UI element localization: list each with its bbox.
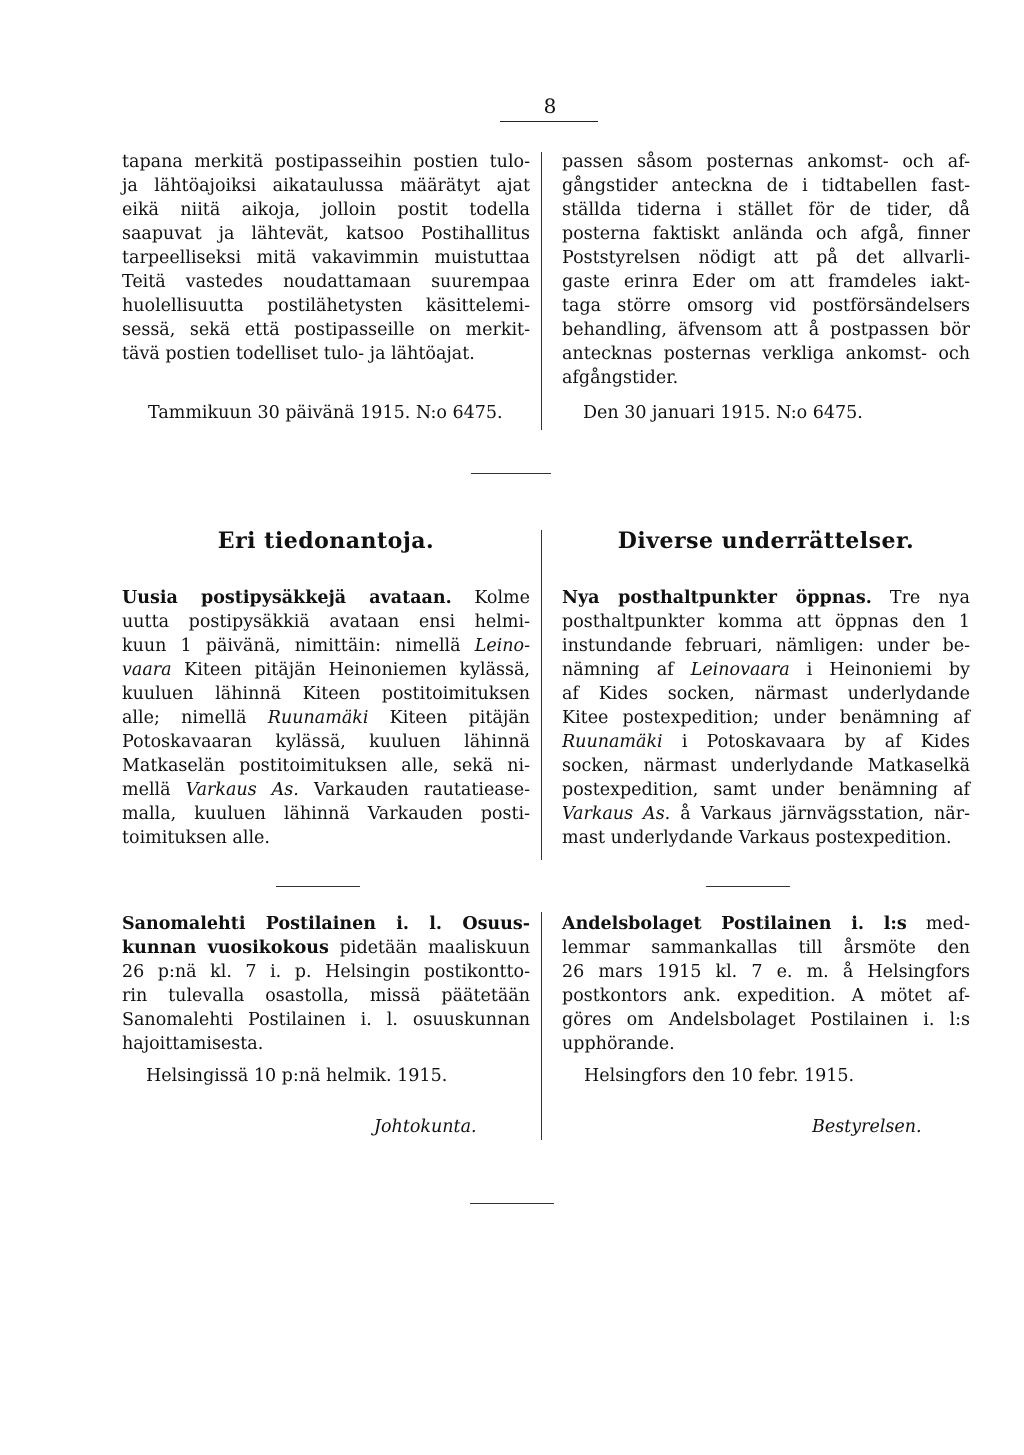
text-line: gångstider anteckna de i tidtabellen fast-: [562, 176, 970, 196]
text-line: Poststyrelsen nödigt att på det allvarli-: [562, 248, 970, 268]
page-end-rule: [470, 1203, 554, 1204]
text-line: passen såsom posternas ankomst- och af-: [562, 152, 970, 172]
text-run: Kolme: [451, 588, 531, 608]
text-line: tävä postien todelliset tulo- ja lähtöajat.: [122, 344, 475, 364]
text-run: socken, närmast underlydande Matkaselkä: [562, 756, 970, 776]
notice-title: Sanomalehti Postilainen i. l. Osuus-: [122, 914, 530, 934]
text-run: rin tulevalla osastolla, missä päätetään: [122, 986, 530, 1006]
text-line: [562, 586, 970, 610]
text-line: [562, 936, 970, 960]
text-line: [562, 1032, 970, 1056]
place-name: Varkaus As.: [562, 804, 671, 824]
text-line: Teitä vastedes noudattamaan suurempaa: [122, 272, 530, 292]
place-name: Leinovaara: [690, 660, 790, 680]
text-run: posthaltpunkter komma att öppnas den 1: [562, 612, 970, 632]
text-run: Kitee postexpedition; under benämning af: [562, 708, 970, 728]
swedish-notice-date: Den 30 januari 1915. N:o 6475.: [583, 403, 863, 423]
place-name: Ruunamäki: [562, 732, 663, 752]
text-run: mellä: [122, 780, 186, 800]
text-line: [122, 634, 530, 658]
text-run: å Varkaus järnvägsstation, när-: [670, 804, 970, 824]
text-run: kuun 1 päivänä, nimittäin: nimellä: [122, 636, 475, 656]
text-line: [562, 984, 970, 1008]
text-run: Tre nya: [871, 588, 970, 608]
text-line: tapana merkitä postipasseihin postien tulo-: [122, 152, 530, 172]
text-line: [122, 706, 530, 730]
text-line: gaste erinra Eder om att framdeles iakt-: [562, 272, 970, 292]
page-number: 8: [543, 94, 557, 118]
text-line: [562, 1008, 970, 1032]
text-line: sessä, sekä että postipasseille on merkit-: [122, 320, 530, 340]
text-run: Varkauden rautatiease-: [298, 780, 530, 800]
text-line: afgångstider.: [562, 368, 679, 388]
text-line: [122, 826, 530, 850]
text-run: lemmar sammankallas till årsmöte den: [562, 938, 970, 958]
text-line: [122, 610, 530, 634]
text-run: kuuluen lähinnä Kiteen postitoimituksen: [122, 684, 530, 704]
text-run: malla, kuuluen lähinnä Varkauden posti-: [122, 804, 530, 824]
column-divider-middle: [541, 530, 542, 860]
text-run: mast underlydande Varkaus postexpedition.: [562, 828, 952, 848]
text-line: tarpeelliseksi mitä vakavimmin muistuttaa: [122, 248, 530, 268]
swedish-new-postal-stops-notice: [562, 586, 970, 850]
text-run: af Kides socken, närmast underlydande: [562, 684, 970, 704]
finnish-new-postal-stops-notice: [122, 586, 530, 850]
text-run: göres om Andelsbolaget Postilainen i. l:s: [562, 1010, 970, 1030]
text-run: i Potoskavaara by af Kides: [662, 732, 970, 752]
notice-separator-rule-right: [706, 886, 790, 887]
notice-title: kunnan vuosikokous: [122, 938, 329, 958]
text-run: Potoskavaaran kylässä, kuuluen lähinnä: [122, 732, 530, 752]
text-run: Sanomalehti Postilainen i. l. osuuskunnan: [122, 1010, 530, 1030]
text-line: taga större omsorg vid postförsändelsers: [562, 296, 970, 316]
text-run: instundande februari, nämligen: under be-: [562, 636, 970, 656]
text-run: postexpedition, samt under benämning af: [562, 780, 970, 800]
text-line: [122, 802, 530, 826]
place-name: vaara: [122, 660, 172, 680]
text-line: [562, 682, 970, 706]
text-line: saapuvat ja lähtevät, katsoo Postihallitus: [122, 224, 530, 244]
place-name: Ruunamäki: [267, 708, 369, 728]
text-run: upphörande.: [562, 1034, 675, 1054]
text-line: [122, 682, 530, 706]
place-name: Leino-: [474, 636, 530, 656]
notice-title: Uusia postipysäkkejä avataan.: [122, 588, 452, 608]
notice-separator-rule-left: [276, 886, 360, 887]
text-line: [122, 586, 530, 610]
text-line: ja lähtöajoiksi aikataulussa määrätyt ajat: [122, 176, 530, 196]
text-line: [562, 634, 970, 658]
text-run: med-: [906, 914, 970, 934]
page-number-rule: [500, 121, 598, 122]
text-run: Kiteen pitäjän: [368, 708, 530, 728]
text-line: [122, 754, 530, 778]
finnish-meeting-place-date: Helsingissä 10 p:nä helmik. 1915.: [146, 1066, 448, 1086]
text-line: [122, 1008, 530, 1032]
text-line: [562, 658, 970, 682]
text-run: toimituksen alle.: [122, 828, 270, 848]
text-run: 26 p:nä kl. 7 i. p. Helsingin postikontto-: [122, 962, 530, 982]
notice-title: Andelsbolaget Postilainen i. l:s: [562, 914, 907, 934]
swedish-notice-continuation: [562, 150, 970, 390]
text-line: [122, 658, 530, 682]
text-run: uutta postipysäkkiä avataan ensi helmi-: [122, 612, 530, 632]
finnish-section-heading: Eri tiedonantoja.: [217, 528, 435, 554]
text-run: hajoittamisesta.: [122, 1034, 264, 1054]
text-run: alle; nimellä: [122, 708, 268, 728]
text-line: [562, 706, 970, 730]
finnish-signature: Johtokunta.: [374, 1117, 477, 1137]
text-line: [562, 960, 970, 984]
text-line: [122, 984, 530, 1008]
text-line: [562, 802, 970, 826]
finnish-notice-date: Tammikuun 30 päivänä 1915. N:o 6475.: [148, 403, 503, 423]
text-run: Matkaselän postitoimituksen alle, sekä ni-: [122, 756, 530, 776]
text-line: eikä niitä aikoja, jolloin postit todella: [122, 200, 530, 220]
text-run: nämning af: [562, 660, 691, 680]
text-line: [122, 1032, 530, 1056]
finnish-annual-meeting-notice: [122, 912, 530, 1056]
text-line: [122, 936, 530, 960]
text-line: ställda tiderna i stället för de tider, då: [562, 200, 970, 220]
text-line: [562, 730, 970, 754]
text-line: [562, 778, 970, 802]
text-line: [562, 912, 970, 936]
text-line: posterna faktiskt anlända och afgå, finner: [562, 224, 970, 244]
text-line: [562, 754, 970, 778]
text-run: pidetään maaliskuun: [328, 938, 530, 958]
text-line: behandling, äfvensom att å postpassen bör: [562, 320, 970, 340]
text-run: i Heinoniemi by: [789, 660, 970, 680]
swedish-meeting-place-date: Helsingfors den 10 febr. 1915.: [584, 1066, 855, 1086]
text-run: Kiteen pitäjän Heinoniemen kylässä,: [171, 660, 530, 680]
place-name: Varkaus As.: [185, 780, 299, 800]
swedish-section-heading: Diverse underrättelser.: [617, 528, 915, 554]
text-run: 26 mars 1915 kl. 7 e. m. å Helsingfors: [562, 962, 970, 982]
text-line: [122, 730, 530, 754]
text-line: antecknas posternas verkliga ankomst- och: [562, 344, 970, 364]
text-line: [122, 960, 530, 984]
notice-title: Nya posthaltpunkter öppnas.: [562, 588, 872, 608]
finnish-notice-continuation: [122, 150, 530, 366]
text-line: [122, 778, 530, 802]
text-line: [562, 610, 970, 634]
swedish-annual-meeting-notice: [562, 912, 970, 1056]
section-separator-rule: [471, 473, 551, 474]
column-divider-bottom: [541, 912, 542, 1140]
text-line: huolellisuutta postilähetysten käsittelemi-: [122, 296, 530, 316]
text-line: [122, 912, 530, 936]
column-divider-top: [541, 152, 542, 430]
swedish-signature: Bestyrelsen.: [812, 1117, 922, 1137]
text-line: [562, 826, 970, 850]
text-run: postkontors ank. expedition. A mötet af-: [562, 986, 970, 1006]
